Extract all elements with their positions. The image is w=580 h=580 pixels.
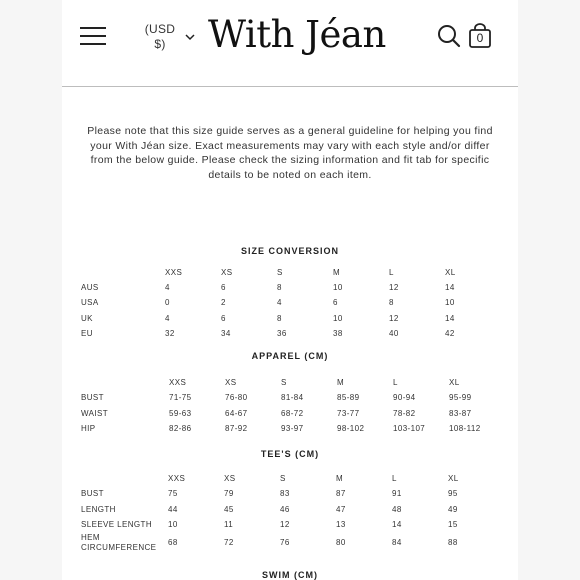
table-cell: 12 (389, 283, 399, 292)
table-cell: 95 (448, 489, 458, 498)
menu-icon-bar (80, 43, 106, 45)
table-cell: 14 (392, 520, 402, 529)
table-cell: 8 (277, 283, 282, 292)
table-cell: 46 (280, 505, 290, 514)
brand-logo[interactable]: With Jéan (208, 13, 386, 56)
table-cell: 36 (277, 329, 287, 338)
table-cell: 12 (389, 314, 399, 323)
column-header: XS (225, 378, 237, 387)
table-cell: 68-72 (281, 409, 304, 418)
table-cell: 4 (277, 298, 282, 307)
table-cell: 82-86 (169, 424, 192, 433)
column-header: XXS (165, 268, 183, 277)
row-label: SLEEVE LENGTH (81, 520, 153, 529)
table-cell: 83 (280, 489, 290, 498)
column-header: S (281, 378, 287, 387)
table-cell: 64-67 (225, 409, 248, 418)
table-cell: 47 (336, 505, 346, 514)
table-cell: 34 (221, 329, 231, 338)
column-header: L (392, 474, 397, 483)
table-cell: 11 (224, 520, 234, 529)
table-cell: 40 (389, 329, 399, 338)
table-cell: 10 (333, 314, 343, 323)
column-header: S (277, 268, 283, 277)
table-cell: 38 (333, 329, 343, 338)
row-label: BUST (81, 393, 104, 402)
table-cell: 0 (165, 298, 170, 307)
table-cell: 12 (280, 520, 290, 529)
table-cell: 14 (445, 314, 455, 323)
currency-symbol: $) (154, 37, 166, 51)
table-cell: 8 (277, 314, 282, 323)
table-cell: 108-112 (449, 424, 481, 433)
row-label: WAIST (81, 409, 109, 418)
table-cell: 10 (168, 520, 178, 529)
table-cell: 78-82 (393, 409, 416, 418)
table-cell: 95-99 (449, 393, 472, 402)
table-cell: 98-102 (337, 424, 365, 433)
table-cell: 4 (165, 314, 170, 323)
currency-code: (USD (144, 22, 176, 36)
table-cell: 4 (165, 283, 170, 292)
row-label: AUS (81, 283, 99, 292)
site-header (62, 0, 518, 87)
size-guide-note: Please note that this size guide serves as a general guideline for helping you find your With Jéan size. Exact measurements may vary with each style and/or differ from the below guide. Please check the sizing information and fit tab for specific details to be noted on each item. (87, 125, 493, 181)
row-label: UK (81, 314, 93, 323)
table-cell: 87-92 (225, 424, 248, 433)
table-cell: 80 (336, 538, 346, 547)
row-label: CIRCUMFERENCE (81, 543, 157, 552)
table-cell: 83-87 (449, 409, 472, 418)
menu-icon-bar (80, 27, 106, 29)
tees-title: TEE'S (CM) (260, 449, 320, 459)
column-header: M (337, 378, 345, 387)
table-cell: 76-80 (225, 393, 248, 402)
column-header: XL (448, 474, 459, 483)
table-cell: 42 (445, 329, 455, 338)
table-cell: 6 (221, 283, 226, 292)
table-cell: 68 (168, 538, 178, 547)
row-label: HIP (81, 424, 96, 433)
column-header: L (389, 268, 394, 277)
table-cell: 48 (392, 505, 402, 514)
row-label: EU (81, 329, 93, 338)
table-cell: 6 (333, 298, 338, 307)
table-cell: 8 (389, 298, 394, 307)
table-cell: 2 (221, 298, 226, 307)
table-cell: 10 (445, 298, 455, 307)
table-cell: 85-89 (337, 393, 360, 402)
table-cell: 10 (333, 283, 343, 292)
column-header: L (393, 378, 398, 387)
size-guide-page (62, 0, 518, 580)
table-cell: 14 (445, 283, 455, 292)
column-header: S (280, 474, 286, 483)
chevron-down-icon[interactable] (184, 32, 196, 42)
row-label: HEM (81, 533, 100, 542)
table-cell: 59-63 (169, 409, 192, 418)
row-label: BUST (81, 489, 104, 498)
swim-title: SWIM (CM) (262, 570, 318, 580)
cart-button[interactable] (468, 23, 492, 49)
search-icon[interactable] (437, 24, 461, 48)
row-label: LENGTH (81, 505, 116, 514)
table-cell: 73-77 (337, 409, 360, 418)
size-conversion-title: SIZE CONVERSION (240, 246, 339, 256)
table-cell: 32 (165, 329, 175, 338)
table-cell: 71-75 (169, 393, 192, 402)
table-cell: 76 (280, 538, 290, 547)
column-header: M (336, 474, 344, 483)
column-header: XL (449, 378, 460, 387)
column-header: XXS (168, 474, 186, 483)
table-cell: 84 (392, 538, 402, 547)
table-cell: 45 (224, 505, 234, 514)
table-cell: 72 (224, 538, 234, 547)
table-cell: 6 (221, 314, 226, 323)
table-cell: 90-94 (393, 393, 416, 402)
apparel-title: APPAREL (CM) (251, 351, 329, 361)
column-header: XS (221, 268, 233, 277)
table-cell: 44 (168, 505, 178, 514)
column-header: XL (445, 268, 456, 277)
column-header: M (333, 268, 341, 277)
menu-icon[interactable] (80, 26, 106, 46)
table-cell: 49 (448, 505, 458, 514)
table-cell: 81-84 (281, 393, 304, 402)
column-header: XXS (169, 378, 187, 387)
column-header: XS (224, 474, 236, 483)
currency-selector[interactable] (134, 22, 186, 52)
table-cell: 79 (224, 489, 234, 498)
table-cell: 75 (168, 489, 178, 498)
table-cell: 15 (448, 520, 458, 529)
table-cell: 91 (392, 489, 402, 498)
row-label: USA (81, 298, 99, 307)
table-cell: 103-107 (393, 424, 426, 433)
table-cell: 87 (336, 489, 346, 498)
table-cell: 88 (448, 538, 458, 547)
menu-icon-bar (80, 35, 106, 37)
table-cell: 13 (336, 520, 346, 529)
table-cell: 93-97 (281, 424, 304, 433)
cart-count: 0 (476, 31, 484, 45)
